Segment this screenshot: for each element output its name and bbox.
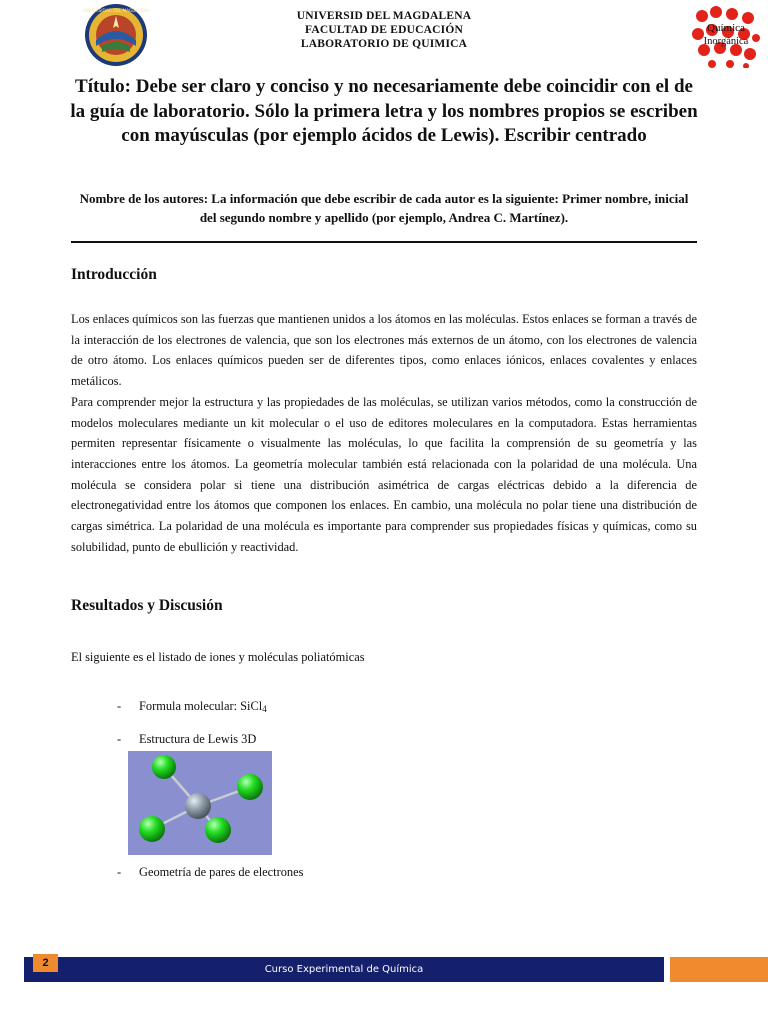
bullet-lewis-structure: Estructura de Lewis 3D [139, 732, 257, 746]
footer-course-title: Curso Experimental de Química [264, 964, 424, 975]
results-heading: Resultados y Discusión [71, 597, 223, 614]
bullet-molecular-formula [139, 699, 267, 714]
page-number: 2 [33, 954, 58, 972]
report-title: Título: Debe ser claro y conciso y no necesariamente debe coincidir con el de la guía de laboratorio. Sólo la primera letra y los nombres propios se escriben con mayúsculas (por ejemplo ácidos de Lewis). Escribir centrado [70, 76, 698, 146]
introduction-heading: Introducción [71, 266, 157, 283]
bullet-dash: - [117, 732, 122, 746]
faculty-name: FACULTAD DE EDUCACIÓN [305, 24, 463, 36]
molecular-formula-text: Formula molecular: SiCl [139, 699, 263, 713]
bullet-electron-pair-geometry: Geometría de pares de electrones [139, 865, 304, 879]
university-seal-logo [78, 2, 154, 68]
institution-header [220, 9, 548, 51]
introduction-paragraph-2: Para comprender mejor la estructura y las propiedades de las moléculas, se utilizan varios métodos, como la construcción de modelos moleculares mediante un kit molecular o el uso de editores moleculares en la computadora. Estas herramientas permiten representar físicamente o visualmente las moléculas, lo que facilita la comprensión de su geometría y las interacciones entre los átomos. La geometría molecular también está relacionada con la polaridad de una molécula. Una molécula se considera polar si tiene una distribución asimétrica de cargas eléctricas debido a la diferencia de electronegatividad entre los átomos que componen los enlaces. En cambio, una molécula no polar tiene una distribución de cargas simétrica. La polaridad de una molécula es importante para comprender sus propiedades físicas y químicas, como su solubilidad, punto de ebullición y reactividad. [71, 394, 697, 554]
formula-subscript: 4 [262, 704, 267, 714]
header-divider [71, 241, 697, 243]
results-intro-line: El siguiente es el listado de iones y moléculas poliatómicas [71, 650, 365, 664]
authors-line: Nombre de los autores: La información que debe escribir de cada autor es la siguiente: Primer nombre, inicial del segundo nombre y apellido (por ejemplo, Andrea C. Martínez). [79, 191, 689, 225]
logo-text-inorganica: Inorgánica [703, 36, 749, 47]
bullet-dash: - [117, 699, 122, 713]
sicl4-3d-molecule-image [128, 751, 272, 855]
bullet-dash: - [117, 865, 122, 879]
seal-lettering: UNIVERSIDAD DEL MAGDALENA [82, 8, 150, 13]
lab-name: LABORATORIO DE QUIMICA [300, 38, 468, 50]
university-name: UNIVERSID DEL MAGDALENA [296, 10, 472, 22]
introduction-body [71, 309, 697, 557]
footer-accent-block [670, 957, 768, 982]
introduction-paragraph-1: Los enlaces químicos son las fuerzas que mantienen unidos a los átomos en las moléculas. Estos enlaces se forman a través de la interacción de los electrones de valencia, que son los electrones más externos de un átomo, con los electrones de valencia de otro átomo. Los enlaces químicos pueden ser de diferentes tipos, como enlaces iónicos, enlaces covalentes y enlaces metálicos. [71, 312, 697, 389]
inorganic-chemistry-logo [692, 6, 760, 68]
logo-text-quimica: Química [707, 22, 745, 34]
